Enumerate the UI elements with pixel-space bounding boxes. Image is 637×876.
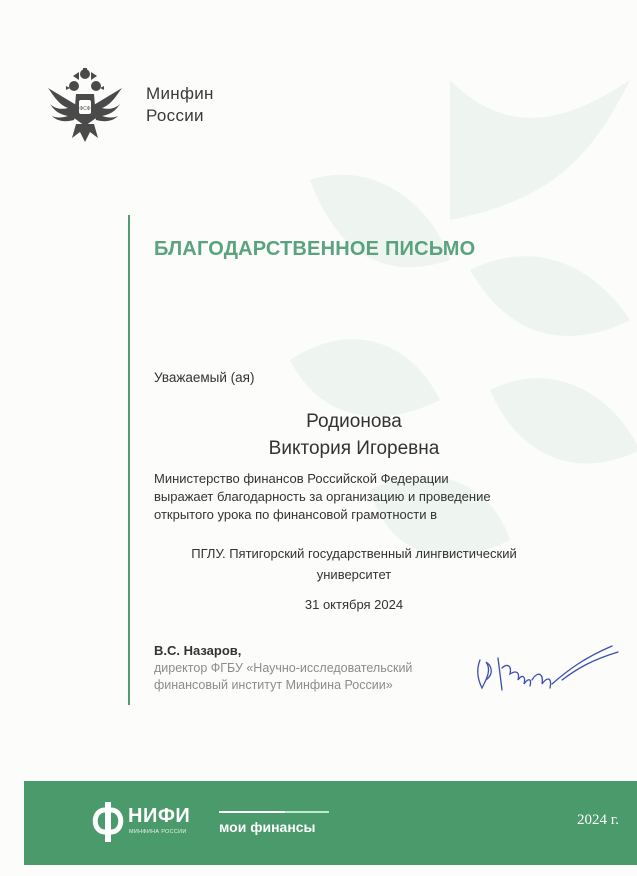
nifi-label: НИФИ — [128, 805, 191, 827]
body-line-2: выражает благодарность за организацию и проведение — [154, 489, 491, 504]
signer-role-line2: финансовый институт Минфина России» — [154, 678, 393, 692]
moi-finansy-bar — [219, 811, 329, 813]
recipient-given-names: Виктория Игоревна — [268, 438, 440, 459]
org-line-2: университет — [316, 567, 392, 582]
body-line-1: Министерство финансов Российской Федерации — [154, 471, 449, 486]
signer-name: В.С. Назаров, — [154, 643, 242, 658]
double-headed-eagle-icon — [46, 66, 124, 144]
nifi-logo-icon — [88, 800, 128, 844]
letter-title: БЛАГОДАРСТВЕННОЕ ПИСЬМО — [154, 238, 476, 260]
org-line-1: ПГЛУ. Пятигорский государственный лингвистический — [191, 546, 517, 561]
handwritten-signature — [472, 640, 622, 700]
signer-role-line1: директор ФГБУ «Научно-исследовательский — [154, 661, 413, 675]
footer-band — [24, 781, 637, 865]
footer-year: 2024 г. — [577, 812, 619, 828]
ministry-name-line2: России — [146, 106, 204, 125]
body-line-3: открытого урока по финансовой грамотности в — [154, 507, 437, 522]
letter-date: 31 октября 2024 — [304, 597, 404, 612]
ministry-name — [146, 83, 266, 127]
green-divider-line — [128, 215, 130, 705]
signer-role — [154, 660, 474, 694]
letter-body — [154, 470, 574, 524]
watermark-pattern — [250, 60, 637, 620]
ministry-name-line1: Минфин — [146, 84, 214, 103]
recipient-surname: Родионова — [306, 411, 402, 432]
recipient-name — [154, 408, 554, 462]
greeting: Уважаемый (ая) — [154, 370, 255, 385]
svg-text:ФСФ: ФСФ — [79, 106, 91, 112]
organization-name — [154, 543, 554, 585]
moi-finansy-label: мои финансы — [219, 819, 316, 835]
nifi-sublabel: МИНФИНА РОССИИ — [129, 829, 187, 835]
